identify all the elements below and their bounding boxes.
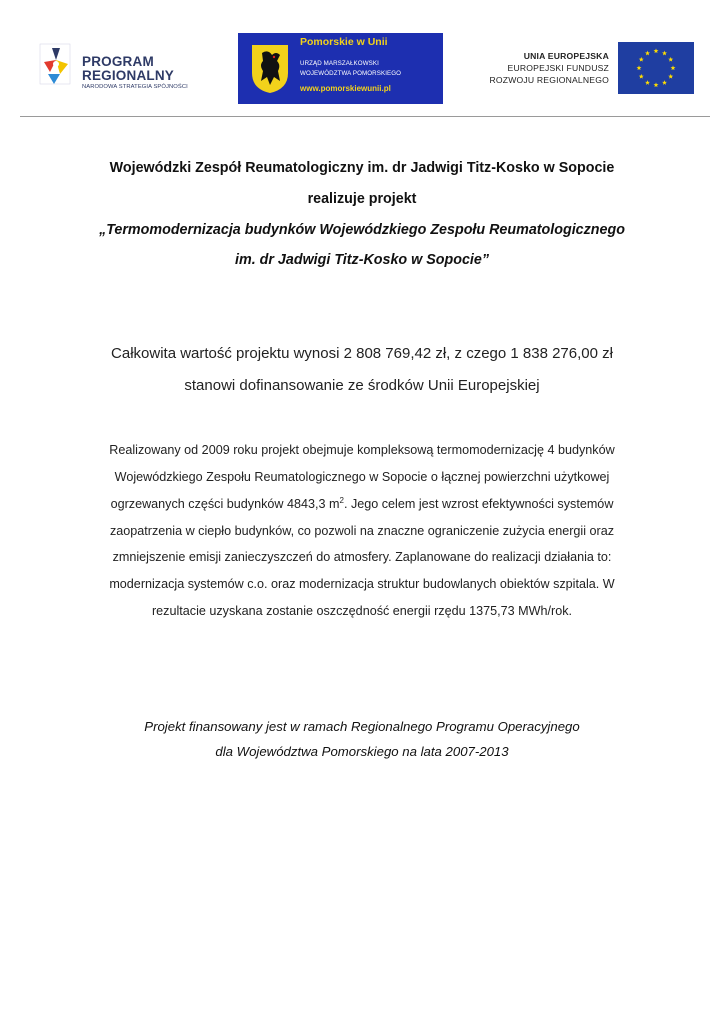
- program-logo-line1: PROGRAM: [82, 54, 154, 69]
- header-divider: [20, 116, 710, 117]
- eu-text-line1: UNIA EUROPEJSKA: [523, 51, 609, 61]
- superscript-2: 2: [339, 495, 344, 505]
- description-line6: modernizacja systemów c.o. oraz modernizacja struktur budowlanych obiektów szpitala. W: [109, 577, 615, 591]
- griffin-crest-icon: [250, 43, 290, 95]
- description-line4: zaopatrzenia w ciepło budynków, co pozwoli na znaczne ograniczenie zużycia energii oraz: [109, 524, 615, 538]
- program-logo-line3: NARODOWA STRATEGIA SPÓJNOŚCI: [82, 84, 188, 90]
- pomorskie-logo-title: Pomorskie w Unii: [300, 36, 388, 48]
- pomorskie-logo-line3: WOJEWÓDZTWA POMORSKIEGO: [300, 70, 402, 77]
- eu-fund-text: [449, 50, 609, 86]
- description-line7: rezultacie uzyskana zostanie oszczędność energii rzędu 1375,73 MWh/rok.: [151, 604, 572, 618]
- description-line3-a: ogrzewanych części budynków 4843,3 m: [110, 497, 340, 511]
- pomorskie-w-unii-logo: [238, 33, 443, 104]
- funding-note-line1: Projekt finansowany jest w ramach Regionalnego Programu Operacyjnego: [144, 719, 580, 734]
- project-value-line1: Całkowita wartość projektu wynosi 2 808 769,42 zł, z czego 1 838 276,00 zł: [111, 345, 613, 362]
- description-line1: Realizowany od 2009 roku projekt obejmuje kompleksową termomodernizację 4 budynków: [109, 443, 615, 457]
- description-line3: [0, 496, 724, 513]
- description-line5: zmniejszenie emisji zanieczyszczeń do atmosfery. Zaplanowane do realizacji działania to:: [112, 550, 612, 564]
- program-regionalny-logo: [38, 42, 208, 98]
- program-logo-line2: REGIONALNY: [82, 68, 175, 83]
- project-name-line2: im. dr Jadwigi Titz-Kosko w Sopocie”: [235, 252, 489, 268]
- eu-text-line3: ROZWOJU REGIONALNEGO: [489, 75, 609, 85]
- title-line2: realizuje projekt: [307, 191, 417, 207]
- eu-flag-icon: [618, 42, 694, 94]
- pomorskie-logo-url: www.pomorskiewunii.pl: [300, 84, 391, 93]
- project-name-line1: „Termomodernizacja budynków Wojewódzkiego Zespołu Reumatologicznego: [99, 222, 625, 238]
- program-regionalny-emblem-icon: [38, 42, 72, 98]
- eu-text-line2: EUROPEJSKI FUNDUSZ: [507, 63, 609, 73]
- funding-note-line2: dla Województwa Pomorskiego na lata 2007-2013: [215, 744, 509, 759]
- description-line2: Wojewódzkiego Zespołu Reumatologicznego w Sopocie o łącznej powierzchni użytkowej: [114, 470, 610, 484]
- description-line3-b: . Jego celem jest wzrost efektywności systemów: [343, 497, 614, 511]
- pomorskie-logo-line2: URZĄD MARSZAŁKOWSKI: [300, 60, 379, 67]
- project-value-line2: stanowi dofinansowanie ze środków Unii Europejskiej: [184, 377, 540, 394]
- title-line1: Wojewódzki Zespół Reumatologiczny im. dr Jadwigi Titz-Kosko w Sopocie: [109, 160, 615, 176]
